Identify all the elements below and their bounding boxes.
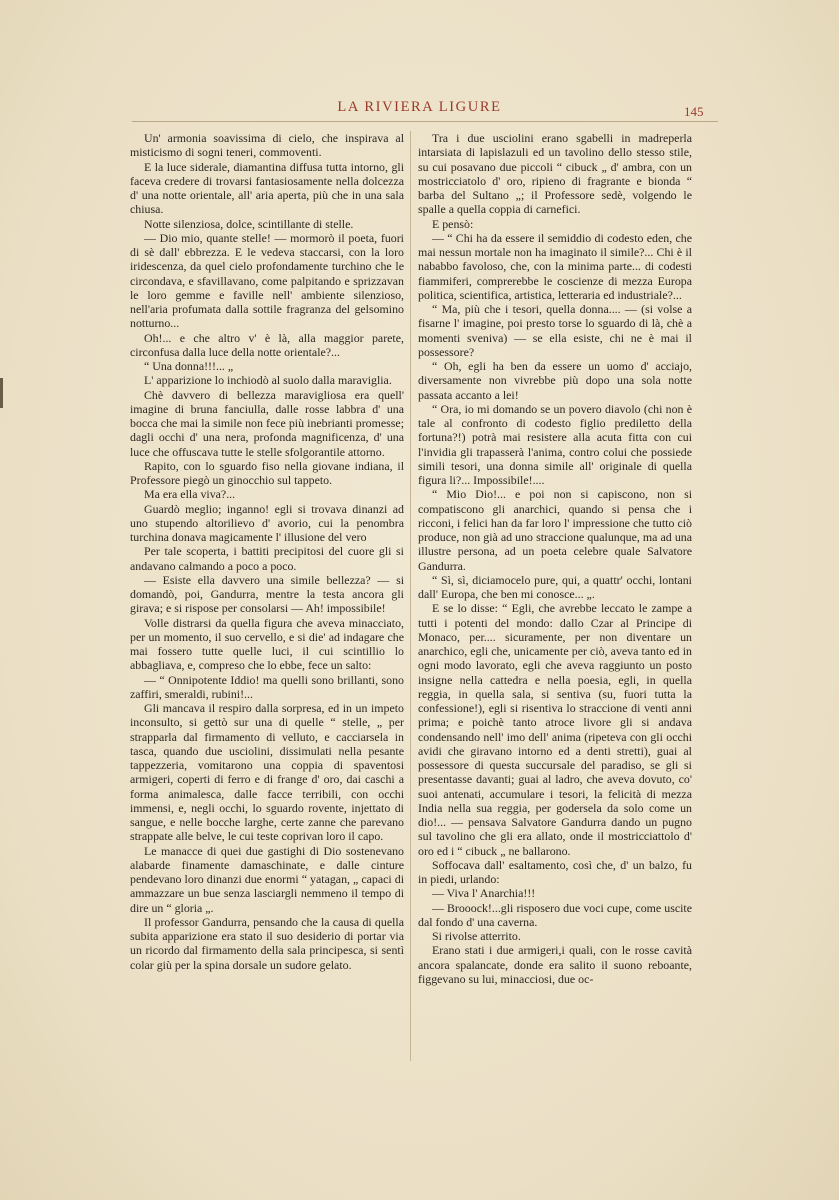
paragraph: — Esiste ella davvero una simile bellezza? — si domandò, poi, Gandurra, mentre la testa ancora gli girava; e si rispose per consolarsi — Ah! impossibile! bbox=[130, 572, 404, 616]
paragraph: “ Ora, io mi domando se un povero diavolo (chi non è tale al confronto di codesto figlio prediletto della fortuna?!) potrà mai resistere alla acuta fitta con cui l'invidia gli trapasserà l'anima, contro colui che possiede simili tesori, una donna simile all' originale di quella figura li?... Impossibile!.... bbox=[418, 401, 692, 487]
paragraph: — Viva l' Anarchia!!! bbox=[432, 886, 536, 901]
paragraph: Erano stati i due armigeri,i quali, con le rosse cavità ancora spalancate, donde era salito il suono reboante, figgevano su lui, minacciosi, due oc- bbox=[418, 943, 692, 986]
paragraph: L' apparizione lo inchiodò al suolo dalla maraviglia. bbox=[144, 373, 392, 388]
paragraph: “ Mio Dio!... e poi non si capiscono, non si compatiscono gli anarchici, quando si pensa che i ricconi, i felici han da far loro l' impressione che tutto ciò produce, non già ad uno straccione qualunque, ma ad una illustre persona, ad un poeta celebre quale Salvatore Gandurra. bbox=[418, 487, 692, 573]
paragraph: Tra i due usciolini erano sgabelli in madreperla intarsiata di lapislazuli ed un tavolino dello stesso stile, su cui posavano due piccoli “ cibuck „ d' ambra, con un mostricciatolo d' oro, ripieno di fragrante e bionda “ barba del Sultano „; il Professore sedè, volgendo le spalle a quella coppia di carnefici. bbox=[418, 131, 692, 217]
page-number: 145 bbox=[684, 104, 704, 119]
column-divider bbox=[410, 131, 411, 1061]
header-rule bbox=[132, 121, 718, 122]
paragraph: Per tale scoperta, i battiti precipitosi del cuore gli si andavano calmando a poco a poco. bbox=[130, 544, 404, 573]
paragraph: — Brooock!...gli risposero due voci cupe, come uscite dal fondo d' una caverna. bbox=[418, 900, 692, 929]
paragraph: “ Sì, sì, diciamocelo pure, qui, a quattr' occhi, lontani dall' Europa, che ben mi conosce... „. bbox=[418, 572, 692, 601]
paragraph: “ Oh, egli ha ben da essere un uomo d' acciajo, diversamente non vivrebbe più dopo una sola notte passata accanto a lei! bbox=[418, 359, 692, 402]
right-column bbox=[418, 131, 692, 986]
paragraph: E se lo disse: “ Egli, che avrebbe leccato le zampe a tutti i potenti del mondo: dallo Czar al Principe di Monaco, per.... sicuramente, per non diventare un anarchico, egli che, unicamente per ciò, aveva tanto ed in ogni modo lavorato, egli che aveva raggiunto un posto insigne nella cattedra e nella poesia, egli, in quella reggia, in quella sala, si sentiva (su, fuori tutta la confessione!), egli si risentiva lo straccione di venti anni prima; e poichè tanto atroce livore gli si andava condensando nell' imo dell' anima (ripeteva con gli occhi avidi che giravano intorno ed a denti stretti), guai al possessore di questa succursale del paradiso, se gli si presentasse davanti; guai al ladro, che aveva dovuto, co' suoi antenati, accumulare i tesori, la felicità di mezza India nella sua reggia, per godersela da solo come un dio!... — pensava Salvatore Gandurra dando un pugno sul tavolino che gli era allato, onde il mostricciattolo d' oro ed i “ cibuck „ ne ballarono. bbox=[418, 601, 692, 858]
paragraph: — “ Chi ha da essere il semiddio di codesto eden, che mai nessun mortale non ha imaginato il simile?... Chi è il nababbo favoloso, che, con la minima parte... di codesti fiammiferi, comprerebbe le coscienze di mezza Europa politica, scientifica, artistica, letteraria ed industriale?... bbox=[418, 230, 692, 302]
paragraph: E pensò: bbox=[432, 216, 474, 231]
paragraph: “ Una donna!!!... „ bbox=[144, 359, 234, 373]
left-column bbox=[130, 131, 404, 972]
paragraph: Il professor Gandurra, pensando che la causa di quella subita apparizione era stato il suo desiderio di portar via un ricordo dal firmamento della sala principesca, si sentì colar giù per la spina dorsale un sudore gelato. bbox=[130, 914, 404, 972]
paragraph: Gli mancava il respiro dalla sorpresa, ed in un impeto inconsulto, si gettò sur una di quelle “ stelle, „ per strapparla dal firmamento di velluto, e cacciarsela in tasca, quando due usciolini, dissimulati nella pesante tappezzeria, vomitarono una coppia di spaventosi armigeri, coperti di ferro e di frange d' oro, dai caschi a forma animalesca, dalle facce terribili, con occhi immensi, e, negli occhi, lo sguardo rovente, injettato di sangue, e nelle bocche larghe, certe zanne che parevano strappate alle belve, le cui teste coprivan loro il capo. bbox=[130, 701, 404, 844]
paragraph: Si rivolse atterrito. bbox=[432, 929, 521, 943]
paragraph: Un' armonia soavissima di cielo, che inspirava al misticismo di sogni teneri, commoventi. bbox=[130, 131, 404, 160]
paragraph: Volle distrarsi da quella figura che aveva minacciato, per un momento, il suo cervello, e si die' ad indagare che mai fossero tutte quelle luci, il cui scintillio lo abbagliava, e, compreso che lo ebbe, fece un salto: bbox=[130, 615, 404, 673]
binding-mark bbox=[0, 378, 3, 408]
paragraph: Chè davvero di bellezza maravigliosa era quell' imagine di bruna fanciulla, dalle rosse labbra d' una bocca che mai la simile non fece più inebrianti promesse; dagli occhi d' una nera, profonda magnificenza, d' una luce che offuscava tutte le stelle sfolgorantile attorno. bbox=[130, 387, 404, 459]
paragraph: Rapito, con lo sguardo fiso nella giovane indiana, il Professore piegò un ginocchio sul tappeto. bbox=[130, 458, 404, 487]
paragraph: Oh!... e che altro v' è là, alla maggior parete, circonfusa dalla luce della notte orientale?... bbox=[130, 330, 404, 359]
paragraph: — Dio mio, quante stelle! — mormorò il poeta, fuori di sè dall' ebbrezza. E le vedeva staccarsi, con la loro iridescenza, da quel cielo profondamente turchino che le circondava, e sfavillavano, come palpitando e sprizzavan le loro gemme e faville nell' ambiente silenzioso, nell'aria profumata dalla sottile fragranza del gelsomino notturno... bbox=[130, 230, 404, 331]
paragraph: “ Ma, più che i tesori, quella donna.... — (si volse a fisarne l' imagine, poi presto torse lo sguardo di là, chè a momenti sveniva) — se ella esiste, chi ne è mai il possessore? bbox=[418, 302, 692, 359]
paragraph: — “ Onnipotente Iddio! ma quelli sono brillanti, sono zaffiri, smeraldi, rubini!... bbox=[130, 672, 404, 701]
paragraph: Guardò meglio; inganno! egli si trovava dinanzi ad uno stupendo altorilievo d' avorio, cui la penombra turchina donava magicamente l' illusione del vero bbox=[130, 501, 404, 544]
paragraph: Le manacce di quei due gastighi di Dio sostenevano alabarde finamente damaschinate, e dalle cinture pendevano loro dinanzi due enormi “ yatagan, „ capaci di ammazzare un bue senza lasciargli nemmeno il tempo di dire un “ gloria „. bbox=[130, 843, 404, 915]
paragraph: Ma era ella viva?... bbox=[144, 487, 236, 502]
paragraph: Soffocava dall' esaltamento, così che, d' un balzo, fu in piedi, urlando: bbox=[418, 857, 692, 886]
running-header: LA RIVIERA LIGURE bbox=[337, 99, 502, 115]
paragraph: E la luce siderale, diamantina diffusa tutta intorno, gli faceva credere di trovarsi fantasiosamente nella dolcezza d' una notte orientale, all' aria aperta, più che in una sala chiusa. bbox=[130, 159, 404, 217]
paragraph: Notte silenziosa, dolce, scintillante di stelle. bbox=[144, 216, 354, 231]
